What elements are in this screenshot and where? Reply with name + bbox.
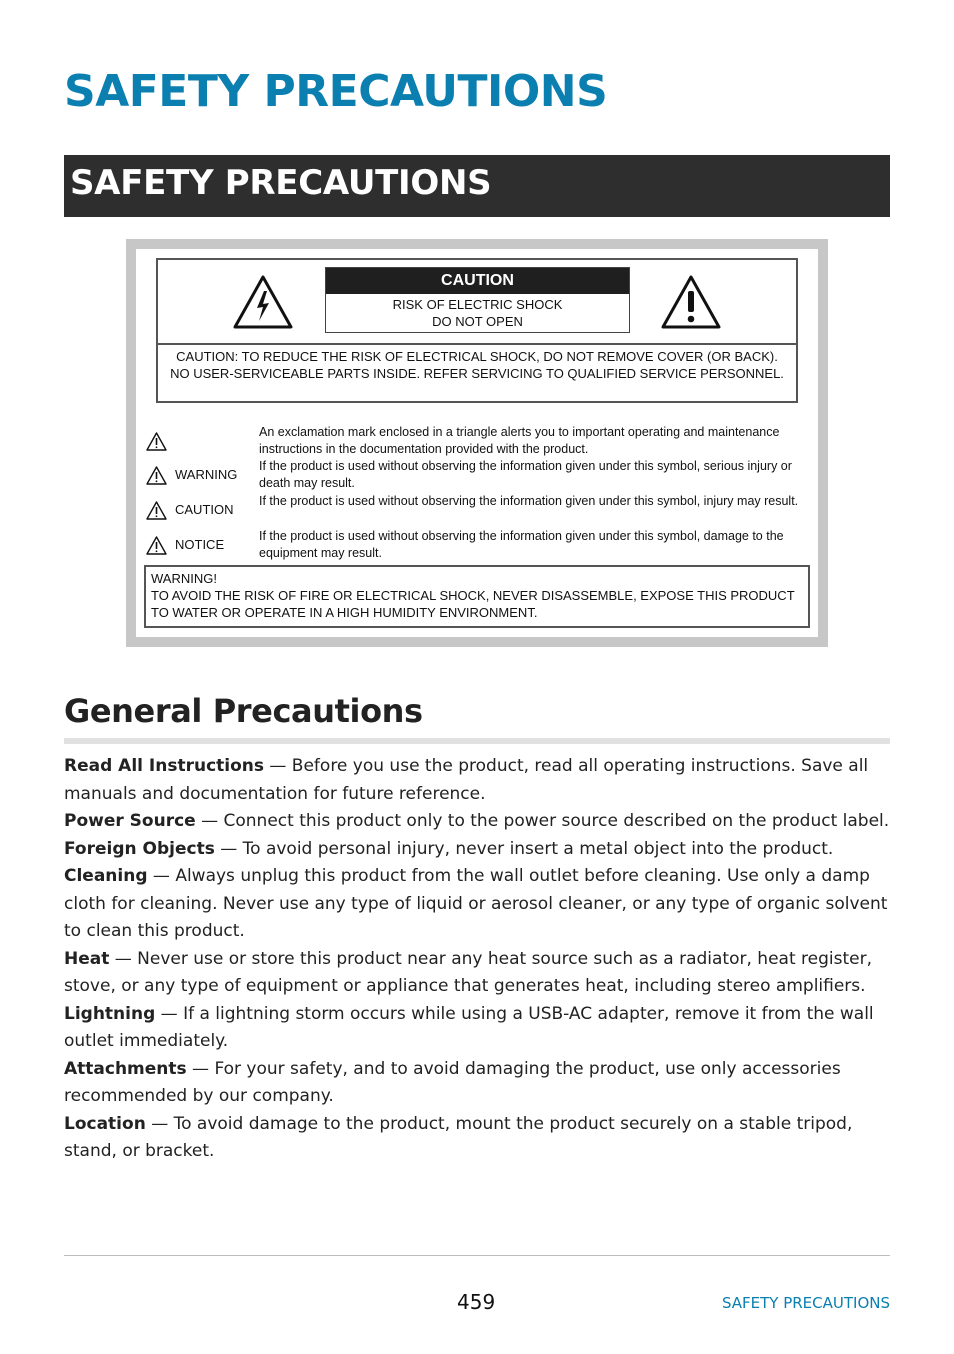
safety-label-panel: [126, 239, 828, 647]
caution-box: [325, 267, 630, 333]
safety-label-inner: [136, 249, 818, 637]
precaution-term: Power Source: [64, 811, 196, 831]
footer-section-link[interactable]: SAFETY PRECAUTIONS: [721, 1294, 890, 1312]
precaution-term: Lightning: [64, 1003, 156, 1024]
precaution-text: — To avoid personal injury, never insert a metal object into the product.: [214, 838, 834, 859]
section-title: SAFETY PRECAUTIONS: [70, 163, 492, 203]
precaution-text: — Always unplug this product from the wall outlet before cleaning. Use only a damp cloth for cleaning. Never use any type of liquid or aerosol cleaner, or any type of organic solvent to clean this product.: [64, 866, 888, 941]
caution-line-2: DO NOT OPEN: [432, 314, 523, 329]
symbol-description: If the product is used without observing the information given under this symbol, damage to the equipment may result.: [259, 529, 784, 560]
precaution-item: [64, 946, 894, 1001]
caution-body-text: CAUTION: TO REDUCE THE RISK OF ELECTRICAL SHOCK, DO NOT REMOVE COVER (OR BACK). NO USER-SERVICEABLE PARTS INSIDE. REFER SERVICING TO QUALIFIED SERVICE PERSONNEL.: [170, 349, 784, 381]
precaution-term: Cleaning: [64, 866, 148, 886]
caution-line-1: RISK OF ELECTRIC SHOCK: [392, 297, 563, 312]
precaution-term: Attachments: [64, 1058, 187, 1079]
footer-rule: [64, 1255, 890, 1256]
heading-rule: [64, 738, 890, 744]
precaution-item: [64, 863, 894, 946]
caution-subtext: [326, 294, 629, 330]
warning-title: WARNING!: [151, 571, 217, 586]
caution-label-top: [158, 260, 796, 345]
caution-label: [156, 258, 798, 403]
precaution-text: — For your safety, and to avoid damaging the product, use only accessories recommended by our company.: [64, 1058, 841, 1106]
precaution-term: Foreign Objects: [64, 838, 215, 859]
page-title: SAFETY PRECAUTIONS: [64, 66, 608, 117]
precaution-item: [64, 1111, 894, 1166]
symbol-description: An exclamation mark enclosed in a triangle alerts you to important operating and maintenance instructions in the documentation provided with the product.: [259, 425, 780, 456]
warning-body: TO AVOID THE RISK OF FIRE OR ELECTRICAL SHOCK, NEVER DISASSEMBLE, EXPOSE THIS PRODUCT TO WATER OR OPERATE IN A HIGH HUMIDITY ENVIRONMENT.: [151, 588, 795, 620]
precaution-item: [64, 1056, 894, 1111]
precaution-text: — If a lightning storm occurs while using a USB-AC adapter, remove it from the wall outlet immediately.: [64, 1003, 874, 1051]
general-precautions-heading: General Precautions: [64, 692, 423, 730]
exclamation-triangle-icon: [146, 432, 167, 451]
precaution-text: — To avoid damage to the product, mount the product securely on a stable tripod, stand, or bracket.: [64, 1113, 853, 1161]
precaution-text: — Connect this product only to the power source described on the product label.: [195, 811, 890, 831]
exclamation-triangle-icon: [146, 501, 167, 520]
precaution-item: [64, 808, 894, 836]
precaution-text: — Never use or store this product near any heat source such as a radiator, heat register, stove, or any type of equipment or appliance that generates heat, including stereo amplifiers.: [64, 948, 872, 996]
symbol-label-notice: NOTICE: [175, 537, 225, 552]
precaution-text: — Before you use the product, read all operating instructions. Save all manuals and documentation for future reference.: [64, 756, 869, 804]
page-number: 459: [457, 1290, 496, 1314]
precaution-item: [64, 1001, 894, 1056]
section-header-bar: [64, 155, 890, 217]
electric-shock-warning-icon: [232, 274, 294, 330]
precaution-term: Location: [64, 1113, 146, 1134]
symbol-label-caution: CAUTION: [175, 502, 234, 517]
caution-header: CAUTION: [326, 268, 629, 294]
symbol-description: If the product is used without observing the information given under this symbol, injury may result.: [259, 494, 799, 508]
precaution-term: Read All Instructions: [64, 756, 264, 776]
precaution-item: [64, 836, 894, 864]
exclamation-warning-icon: [660, 274, 722, 330]
precaution-item: [64, 753, 894, 808]
general-precautions-body: [64, 753, 894, 1166]
warning-box: [144, 565, 810, 628]
symbol-label-warning: WARNING: [175, 467, 238, 482]
exclamation-triangle-icon: [146, 466, 167, 485]
symbol-description: If the product is used without observing the information given under this symbol, serious injury or death may result.: [259, 459, 792, 490]
precaution-term: Heat: [64, 948, 110, 969]
exclamation-triangle-icon: [146, 536, 167, 555]
